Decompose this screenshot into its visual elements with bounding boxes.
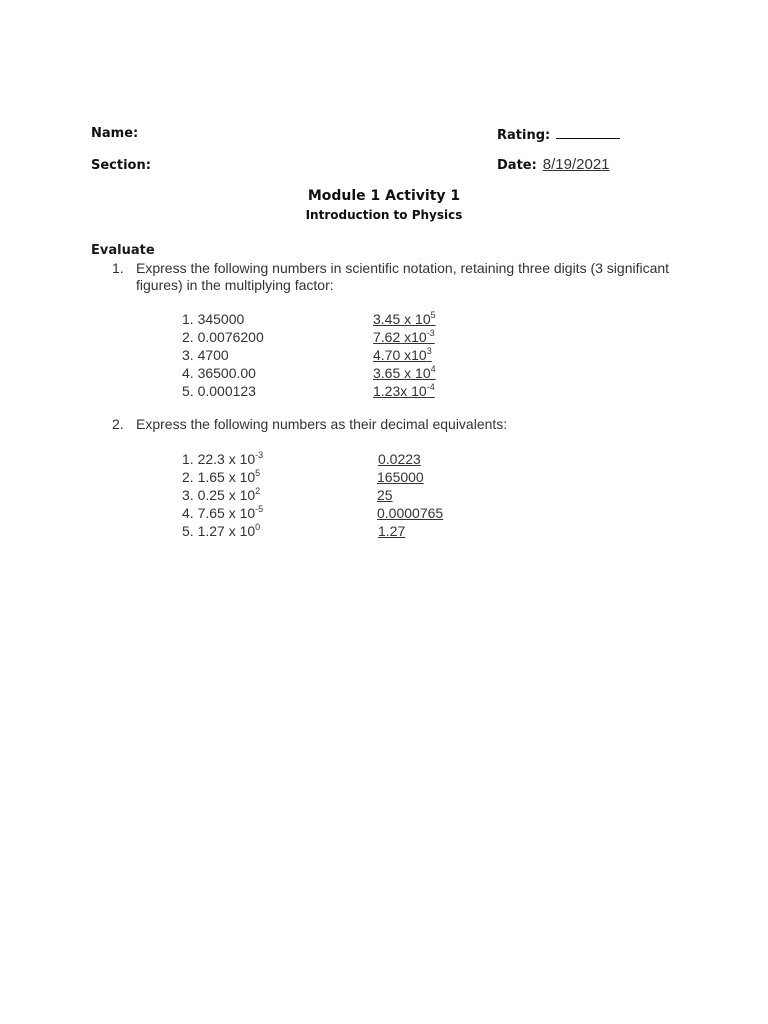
question-1-text: Express the following numbers in scientific notation, retaining three digits (3 significant figures) in the multiplying factor: [136, 260, 670, 293]
q2-answer: 25 [377, 487, 393, 503]
q1-item-label: 5. 0.000123 [182, 383, 256, 399]
q2-row [182, 504, 482, 522]
q2-item-label: 3. 0.25 x $10^2$ [182, 486, 261, 503]
date-label: Date: [497, 158, 537, 173]
q2-row [182, 486, 482, 504]
q1-answer: 7.62 $x10^{-3}$ [373, 328, 435, 345]
question-1-number: 1. [112, 260, 124, 276]
q1-row [182, 328, 482, 346]
page-title: Module 1 Activity 1 [307, 188, 461, 204]
page-subtitle: Introduction to Physics [305, 208, 463, 222]
q2-answer: 0.0223 [378, 451, 421, 467]
rating-label: Rating: [497, 128, 551, 143]
q2-item-label: 4. 7.65 x $10^{-5}$ [182, 504, 264, 521]
q2-row [182, 450, 482, 468]
q1-item-label: 4. 36500.00 [182, 365, 256, 381]
q2-answer: 0.0000765 [377, 505, 444, 521]
rating-field [497, 126, 620, 143]
q2-row [182, 468, 482, 486]
q1-item-label: 3. 4700 [182, 347, 229, 363]
evaluate-heading: Evaluate [91, 243, 155, 258]
date-field [497, 156, 610, 173]
q1-answer: 3.65 x $10^4$ [373, 364, 436, 381]
date-value: 8/19/2021 [542, 156, 610, 173]
q1-row [182, 382, 482, 400]
question-2-text: Express the following numbers as their decimal equivalents: [136, 416, 508, 432]
question-2 [112, 416, 672, 433]
section-label: Section: [91, 158, 151, 173]
q1-answer: 4.70 $x10^3$ [373, 346, 432, 363]
question-1 [112, 260, 672, 294]
q2-item-label: 1. 22.3 x $10^{-3}$ [182, 450, 264, 467]
q2-row [182, 522, 482, 540]
q2-item-label: 5. 1.27 x $10^0$ [182, 522, 261, 539]
q2-answer: 1.27 [378, 523, 406, 539]
q1-item-label: 1. 345000 [182, 311, 245, 327]
q1-answer: 3.45 x $10^5$ [373, 310, 436, 327]
q2-item-label: 2. 1.65 x $10^5$ [182, 468, 261, 485]
q2-answer: 165000 [377, 469, 424, 485]
name-label: Name: [91, 126, 139, 141]
name-field [91, 126, 138, 141]
q1-item-label: 2. 0.0076200 [182, 329, 264, 345]
question-2-number: 2. [112, 416, 124, 432]
q1-row [182, 310, 482, 328]
q1-row [182, 346, 482, 364]
q1-answer: 1.23x $10^{-4}$ [373, 382, 435, 399]
section-field [91, 158, 151, 173]
q1-row [182, 364, 482, 382]
rating-blank [556, 126, 620, 139]
